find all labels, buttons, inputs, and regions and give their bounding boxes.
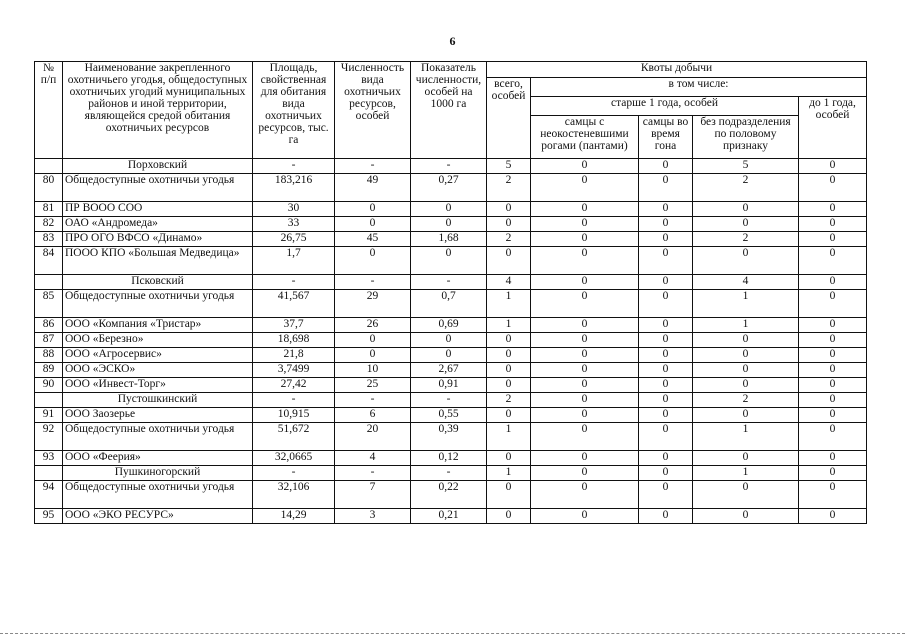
cell-num — [35, 275, 63, 290]
cell-population: 0 — [335, 348, 411, 363]
cell-males-rut: 0 — [639, 363, 693, 378]
cell-total: 2 — [487, 393, 531, 408]
cell-num: 86 — [35, 318, 63, 333]
cell-name: ОАО «Андромеда» — [63, 217, 253, 232]
cell-population: 25 — [335, 378, 411, 393]
cell-under1: 0 — [799, 202, 867, 217]
cell-density: 0,21 — [411, 509, 487, 524]
cell-area: 183,216 — [253, 174, 335, 202]
cell-name: ООО Заозерье — [63, 408, 253, 423]
cell-under1: 0 — [799, 363, 867, 378]
cell-no-sex: 2 — [693, 232, 799, 247]
cell-total: 4 — [487, 275, 531, 290]
table-row — [35, 202, 867, 217]
header-older: старше 1 года, особей — [531, 97, 799, 116]
cell-density: 0 — [411, 348, 487, 363]
cell-males-rut: 0 — [639, 423, 693, 451]
table-row — [35, 247, 867, 275]
cell-area: 32,106 — [253, 481, 335, 509]
cell-males-rut: 0 — [639, 318, 693, 333]
cell-males-antlers: 0 — [531, 232, 639, 247]
cell-males-antlers: 0 — [531, 202, 639, 217]
cell-num: 88 — [35, 348, 63, 363]
table-row — [35, 232, 867, 247]
header-including: в том числе: — [531, 78, 867, 97]
header-name: Наименование закрепленного охотничьего угодья, общедоступных охотничьих угодий муниципальных районов и иной территории, являющейся средой обитания охотничьих ресурсов — [63, 62, 253, 159]
cell-no-sex: 0 — [693, 363, 799, 378]
cell-total: 0 — [487, 451, 531, 466]
cell-males-rut: 0 — [639, 466, 693, 481]
cell-males-antlers: 0 — [531, 174, 639, 202]
cell-no-sex: 0 — [693, 378, 799, 393]
page-edge-line — [0, 633, 905, 635]
cell-population: - — [335, 393, 411, 408]
cell-density: 0,27 — [411, 174, 487, 202]
cell-under1: 0 — [799, 348, 867, 363]
cell-population: 10 — [335, 363, 411, 378]
cell-district-name: Пушкиногорский — [63, 466, 253, 481]
table-row — [35, 423, 867, 451]
cell-under1: 0 — [799, 423, 867, 451]
cell-males-rut: 0 — [639, 333, 693, 348]
cell-area: 51,672 — [253, 423, 335, 451]
cell-total: 0 — [487, 202, 531, 217]
header-area: Площадь, свойственная для обитания вида охотничьих ресурсов, тыс. га — [253, 62, 335, 159]
cell-num: 87 — [35, 333, 63, 348]
table-row — [35, 408, 867, 423]
cell-males-antlers: 0 — [531, 393, 639, 408]
cell-density: 0,12 — [411, 451, 487, 466]
header-males-antlers: самцы с неокостеневшими рогами (пантами) — [531, 116, 639, 159]
cell-num: 80 — [35, 174, 63, 202]
cell-num: 93 — [35, 451, 63, 466]
cell-area: - — [253, 393, 335, 408]
cell-total: 0 — [487, 348, 531, 363]
cell-area: 1,7 — [253, 247, 335, 275]
cell-name: ООО «Агросервис» — [63, 348, 253, 363]
cell-population: 6 — [335, 408, 411, 423]
cell-total: 5 — [487, 159, 531, 174]
cell-under1: 0 — [799, 290, 867, 318]
cell-name: ООО «Феерия» — [63, 451, 253, 466]
cell-area: 33 — [253, 217, 335, 232]
cell-population: - — [335, 159, 411, 174]
cell-area: 26,75 — [253, 232, 335, 247]
cell-density: 1,68 — [411, 232, 487, 247]
cell-name: ООО «Березно» — [63, 333, 253, 348]
cell-total: 1 — [487, 290, 531, 318]
cell-density: 0,22 — [411, 481, 487, 509]
cell-no-sex: 0 — [693, 348, 799, 363]
cell-under1: 0 — [799, 393, 867, 408]
cell-name: ООО «ЭСКО» — [63, 363, 253, 378]
cell-area: 18,698 — [253, 333, 335, 348]
cell-density: - — [411, 159, 487, 174]
header-no-sex: без подразделения по половому признаку — [693, 116, 799, 159]
cell-males-rut: 0 — [639, 217, 693, 232]
cell-under1: 0 — [799, 333, 867, 348]
cell-males-antlers: 0 — [531, 481, 639, 509]
table-row — [35, 481, 867, 509]
cell-population: 29 — [335, 290, 411, 318]
cell-under1: 0 — [799, 217, 867, 232]
cell-under1: 0 — [799, 159, 867, 174]
cell-males-rut: 0 — [639, 481, 693, 509]
cell-area: 32,0665 — [253, 451, 335, 466]
cell-density: 0 — [411, 333, 487, 348]
cell-males-antlers: 0 — [531, 408, 639, 423]
cell-no-sex: 0 — [693, 408, 799, 423]
cell-area: 3,7499 — [253, 363, 335, 378]
cell-area: - — [253, 466, 335, 481]
header-quota: Квоты добычи — [487, 62, 867, 78]
cell-no-sex: 0 — [693, 202, 799, 217]
table-row — [35, 348, 867, 363]
cell-population: 20 — [335, 423, 411, 451]
cell-name: ООО «Компания «Тристар» — [63, 318, 253, 333]
cell-males-antlers: 0 — [531, 423, 639, 451]
cell-no-sex: 2 — [693, 393, 799, 408]
cell-density: 0 — [411, 217, 487, 232]
cell-under1: 0 — [799, 378, 867, 393]
cell-area: 27,42 — [253, 378, 335, 393]
cell-under1: 0 — [799, 451, 867, 466]
cell-population: 45 — [335, 232, 411, 247]
cell-num: 94 — [35, 481, 63, 509]
cell-males-antlers: 0 — [531, 378, 639, 393]
cell-under1: 0 — [799, 466, 867, 481]
table-row — [35, 217, 867, 232]
cell-density: 0,55 — [411, 408, 487, 423]
cell-total: 0 — [487, 363, 531, 378]
cell-males-antlers: 0 — [531, 466, 639, 481]
cell-num: 83 — [35, 232, 63, 247]
cell-no-sex: 5 — [693, 159, 799, 174]
cell-name: Общедоступные охотничьи угодья — [63, 290, 253, 318]
cell-males-antlers: 0 — [531, 275, 639, 290]
cell-males-antlers: 0 — [531, 159, 639, 174]
cell-density: 0,39 — [411, 423, 487, 451]
cell-num — [35, 159, 63, 174]
page-number: 6 — [449, 34, 456, 48]
table-row — [35, 318, 867, 333]
cell-population: 0 — [335, 247, 411, 275]
cell-under1: 0 — [799, 408, 867, 423]
cell-name: ПР ВООО СОО — [63, 202, 253, 217]
cell-num — [35, 393, 63, 408]
cell-population: 4 — [335, 451, 411, 466]
cell-males-rut: 0 — [639, 348, 693, 363]
cell-population: - — [335, 275, 411, 290]
table-row — [35, 333, 867, 348]
cell-area: 41,567 — [253, 290, 335, 318]
cell-males-antlers: 0 — [531, 509, 639, 524]
cell-males-rut: 0 — [639, 275, 693, 290]
cell-district-name: Порховский — [63, 159, 253, 174]
cell-males-antlers: 0 — [531, 217, 639, 232]
cell-under1: 0 — [799, 481, 867, 509]
cell-density: - — [411, 275, 487, 290]
cell-name: Общедоступные охотничьи угодья — [63, 481, 253, 509]
header-population: Численность вида охотничьих ресурсов, особей — [335, 62, 411, 159]
cell-no-sex: 2 — [693, 174, 799, 202]
cell-area: - — [253, 159, 335, 174]
cell-district-name: Псковский — [63, 275, 253, 290]
cell-under1: 0 — [799, 174, 867, 202]
cell-males-rut: 0 — [639, 174, 693, 202]
cell-under1: 0 — [799, 247, 867, 275]
cell-population: 26 — [335, 318, 411, 333]
cell-total: 0 — [487, 509, 531, 524]
cell-district-name: Пустошкинский — [63, 393, 253, 408]
cell-males-rut: 0 — [639, 393, 693, 408]
header-males-rut: самцы во время гона — [639, 116, 693, 159]
table-row — [35, 509, 867, 524]
cell-total: 1 — [487, 318, 531, 333]
cell-males-antlers: 0 — [531, 363, 639, 378]
cell-males-antlers: 0 — [531, 348, 639, 363]
table-row — [35, 451, 867, 466]
cell-total: 0 — [487, 247, 531, 275]
cell-no-sex: 1 — [693, 290, 799, 318]
cell-males-rut: 0 — [639, 451, 693, 466]
cell-density: 0,91 — [411, 378, 487, 393]
cell-area: 14,29 — [253, 509, 335, 524]
cell-num: 81 — [35, 202, 63, 217]
cell-num: 90 — [35, 378, 63, 393]
cell-no-sex: 0 — [693, 217, 799, 232]
cell-name: ООО «Инвест-Торг» — [63, 378, 253, 393]
cell-num: 89 — [35, 363, 63, 378]
cell-total: 0 — [487, 333, 531, 348]
cell-males-rut: 0 — [639, 378, 693, 393]
cell-name: ПООО КПО «Большая Медведица» — [63, 247, 253, 275]
cell-num: 82 — [35, 217, 63, 232]
cell-total: 0 — [487, 481, 531, 509]
cell-num: 85 — [35, 290, 63, 318]
table-row — [35, 290, 867, 318]
table-row — [35, 363, 867, 378]
cell-num: 84 — [35, 247, 63, 275]
cell-density: 2,67 — [411, 363, 487, 378]
cell-num: 92 — [35, 423, 63, 451]
cell-no-sex: 0 — [693, 451, 799, 466]
cell-males-antlers: 0 — [531, 318, 639, 333]
cell-area: - — [253, 275, 335, 290]
cell-population: 0 — [335, 333, 411, 348]
cell-area: 21,8 — [253, 348, 335, 363]
cell-density: 0,69 — [411, 318, 487, 333]
cell-no-sex: 0 — [693, 333, 799, 348]
cell-total: 0 — [487, 217, 531, 232]
cell-name: Общедоступные охотничьи угодья — [63, 423, 253, 451]
district-row — [35, 275, 867, 290]
cell-num: 91 — [35, 408, 63, 423]
cell-population: 7 — [335, 481, 411, 509]
header-under1: до 1 года, особей — [799, 97, 867, 159]
header-num: № п/п — [35, 62, 63, 159]
cell-population: 0 — [335, 202, 411, 217]
table-body — [35, 159, 867, 524]
cell-under1: 0 — [799, 318, 867, 333]
cell-males-rut: 0 — [639, 509, 693, 524]
cell-total: 0 — [487, 408, 531, 423]
cell-males-antlers: 0 — [531, 290, 639, 318]
cell-density: 0 — [411, 247, 487, 275]
cell-no-sex: 0 — [693, 509, 799, 524]
cell-total: 2 — [487, 232, 531, 247]
cell-name: ООО «ЭКО РЕСУРС» — [63, 509, 253, 524]
district-row — [35, 159, 867, 174]
header-total: всего, особей — [487, 78, 531, 159]
cell-total: 1 — [487, 466, 531, 481]
cell-males-rut: 0 — [639, 159, 693, 174]
cell-num — [35, 466, 63, 481]
cell-area: 30 — [253, 202, 335, 217]
cell-population: 49 — [335, 174, 411, 202]
cell-males-rut: 0 — [639, 232, 693, 247]
cell-males-rut: 0 — [639, 408, 693, 423]
cell-population: 3 — [335, 509, 411, 524]
cell-under1: 0 — [799, 509, 867, 524]
cell-name: Общедоступные охотничьи угодья — [63, 174, 253, 202]
cell-area: 10,915 — [253, 408, 335, 423]
cell-total: 1 — [487, 423, 531, 451]
cell-males-antlers: 0 — [531, 451, 639, 466]
quota-table — [34, 61, 867, 524]
table-row — [35, 174, 867, 202]
cell-males-rut: 0 — [639, 247, 693, 275]
cell-population: 0 — [335, 217, 411, 232]
district-row — [35, 393, 867, 408]
cell-males-rut: 0 — [639, 290, 693, 318]
cell-population: - — [335, 466, 411, 481]
cell-no-sex: 0 — [693, 247, 799, 275]
cell-no-sex: 0 — [693, 481, 799, 509]
header-density: Показатель численности, особей на 1000 га — [411, 62, 487, 159]
cell-area: 37,7 — [253, 318, 335, 333]
cell-total: 2 — [487, 174, 531, 202]
cell-density: 0,7 — [411, 290, 487, 318]
cell-name: ПРО ОГО ВФСО «Динамо» — [63, 232, 253, 247]
cell-num: 95 — [35, 509, 63, 524]
cell-under1: 0 — [799, 275, 867, 290]
cell-total: 0 — [487, 378, 531, 393]
cell-males-antlers: 0 — [531, 247, 639, 275]
cell-males-rut: 0 — [639, 202, 693, 217]
cell-density: 0 — [411, 202, 487, 217]
cell-density: - — [411, 393, 487, 408]
cell-no-sex: 1 — [693, 466, 799, 481]
district-row — [35, 466, 867, 481]
cell-no-sex: 1 — [693, 318, 799, 333]
cell-males-antlers: 0 — [531, 333, 639, 348]
cell-under1: 0 — [799, 232, 867, 247]
cell-no-sex: 1 — [693, 423, 799, 451]
cell-density: - — [411, 466, 487, 481]
cell-no-sex: 4 — [693, 275, 799, 290]
table-row — [35, 378, 867, 393]
